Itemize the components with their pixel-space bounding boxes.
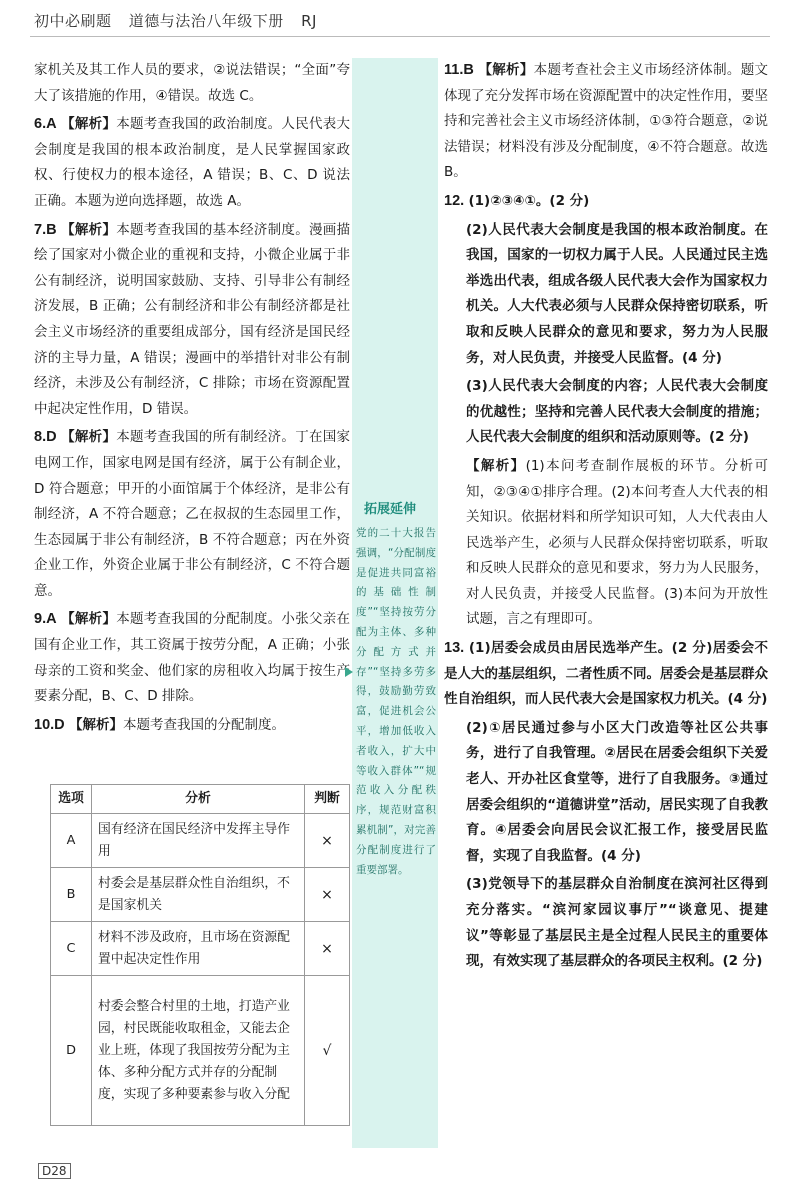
edition-label: RJ	[301, 12, 317, 30]
sidebar-text: 党的二十大报告强调，“分配制度是促进共同富裕的基础性制度”“坚持按劳分配为主体、多种分配方式并存”“坚持多劳多得，鼓励勤劳致富，促进机会公平，增加低收入者收入，扩大中等收入群体”“规范收入分配秩序，规范财富积累机制”，对完善分配制度进行了重要部署。	[356, 527, 436, 876]
answer-item-11: 11.B 【解析】本题考查社会主义市场经济体制。题文体现了充分发挥市场在资源配置中的决定性作用，要坚持和完善社会主义市场经济体制，①③符合题意，②说法错误；材料没有涉及分配制度，④不符合题意。故选 B。	[444, 62, 769, 181]
analysis-cell: 村委会整合村里的土地，打造产业园，村民既能收取租金，又能去企业上班，体现了我国按劳分配为主体、多种分配方式并存的分配制度，实现了多种要素参与收入分配	[92, 976, 305, 1126]
answer-item-12-analysis: 【解析】(1)本问考查制作展板的环节。分析可知，②③④①排序合理。(2)本问考查人大代表的相关知识。依据材料和所学知识可知，人大代表由人民选举产生，必须与人民群众保持密切联系，听取和反映人民群众的意见和要求，努力为人民服务，对人民负责，并接受人民监督。(3)本问为开放性试题，言之有理即可。	[466, 457, 769, 628]
answer-item-12-part1: 12. (1)②③④①。(2 分)	[444, 192, 590, 209]
header-divider	[30, 36, 770, 37]
judgment-cell: √	[305, 976, 350, 1126]
answer-item-8: 8.D 【解析】本题考查我国的所有制经济。丁在国家电网工作，国家电网是国有经济，属于公有制企业，D 符合题意；甲开的小面馆属于个体经济，是非公有制经济，A 不符合题意；乙在叔叔的生态园里工作，生态园属于非公有制经济，B 不符合题意；丙在外资企业工作，外资企业属于非公有制经济，C 不符合题意。	[34, 429, 351, 599]
judgment-cell: ×	[305, 814, 350, 868]
book-title: 道德与法治八年级下册	[128, 12, 284, 30]
answer-item-13-part2: (2)①居民通过参与小区大门改造等社区公共事务，进行了自我管理。②居民在居委会组织下关爱老人、开办社区食堂等，进行了自我服务。③通过居委会组织的“道德讲堂”活动，居民实现了自我教育。④居委会向居民会议汇报工作，接受居民监督，实现了自我监督。(4 分)	[466, 719, 768, 864]
analysis-cell: 国有经济在国民经济中发挥主导作用	[92, 814, 305, 868]
extension-sidebar	[352, 58, 438, 1148]
right-column	[444, 58, 768, 978]
col-header-analysis: 分析	[92, 785, 305, 814]
analysis-table	[50, 784, 350, 1126]
page-number: D28	[38, 1164, 71, 1178]
answer-item-12-part2: (2)人民代表大会制度是我国的根本政治制度。在我国，国家的一切权力属于人民。人民通过民主选举选出代表，组成各级人民代表大会作为国家权力机关。人大代表必须与人民群众保持密切联系，听取和反映人民群众的意见和要求，努力为人民服务，对人民负责，并接受人民监督。(4 分)	[466, 221, 768, 366]
col-header-option: 选项	[51, 785, 92, 814]
sidebar-title: 拓展延伸	[364, 502, 417, 517]
answer-item-6: 6.A 【解析】本题考查我国的政治制度。人民代表大会制度是我国的根本政治制度，是人民掌握国家政权、行使权力的根本途径，A 错误；B、C、D 说法正确。本题为逆向选择题，故选 A。	[34, 116, 351, 209]
table-row	[51, 976, 350, 1126]
table-row	[51, 922, 350, 976]
answer-item-10: 10.D 【解析】本题考查我国的分配制度。	[34, 716, 285, 733]
answer-item-13-part1: 13. (1)居委会成员由居民选举产生。(2 分)居委会不是人大的基层组织，二者性质不同。居委会是基层群众性自治组织，而人民代表大会是国家权力机关。(4 分)	[444, 640, 769, 708]
analysis-cell: 材料不涉及政府，且市场在资源配置中起决定性作用	[92, 922, 305, 976]
table-row	[51, 814, 350, 868]
table-row	[51, 868, 350, 922]
judgment-cell: ×	[305, 922, 350, 976]
left-column	[34, 58, 350, 741]
series-name: 初中必刷题	[34, 12, 112, 30]
answer-item-12-part3: (3)人民代表大会制度的内容；人民代表大会制度的优越性；坚持和完善人民代表大会制度的措施；人民代表大会制度的组织和活动原则等。(2 分)	[466, 378, 768, 446]
judgment-cell: ×	[305, 868, 350, 922]
analysis-cell: 村委会是基层群众性自治组织，不是国家机关	[92, 868, 305, 922]
option-cell: A	[51, 814, 92, 868]
answer-item-9: 9.A 【解析】本题考查我国的分配制度。小张父亲在国有企业工作，其工资属于按劳分配，A 正确；小张母亲的工资和奖金、他们家的房租收入均属于按生产要素分配，B、C、D 排除。	[34, 611, 351, 705]
table-header-row	[51, 785, 350, 814]
pointer-arrow-icon	[345, 667, 353, 677]
answer-item-13-part3: (3)党领导下的基层群众自治制度在滨河社区得到充分落实。“滨河家园议事厅”“谈意见、提建议”等彰显了基层民主是全过程人民民主的重要体现，有效实现了基层群众的各项民主权利。(2 分)	[466, 876, 768, 970]
option-cell: C	[51, 922, 92, 976]
col-header-judgment: 判断	[305, 785, 350, 814]
answer-item-7: 7.B 【解析】本题考查我国的基本经济制度。漫画描绘了国家对小微企业的重视和支持，小微企业属于非公有制经济，说明国家鼓励、支持、引导非公有制经济发展，B 正确；公有制经济和非公有制经济都是社会主义市场经济的重要组成部分，国有经济是国民经济的主导力量，A 错误；漫画中的举措针对非公有制经济，未涉及公有制经济，C 排除；市场在资源配置中起决定性作用，D 错误。	[34, 221, 351, 417]
continuation-text: 家机关及其工作人员的要求，②说法错误；“全面”夸大了该措施的作用，④错误。故选 C。	[34, 62, 350, 104]
page-header	[34, 10, 329, 34]
option-cell: B	[51, 868, 92, 922]
option-cell: D	[51, 976, 92, 1126]
